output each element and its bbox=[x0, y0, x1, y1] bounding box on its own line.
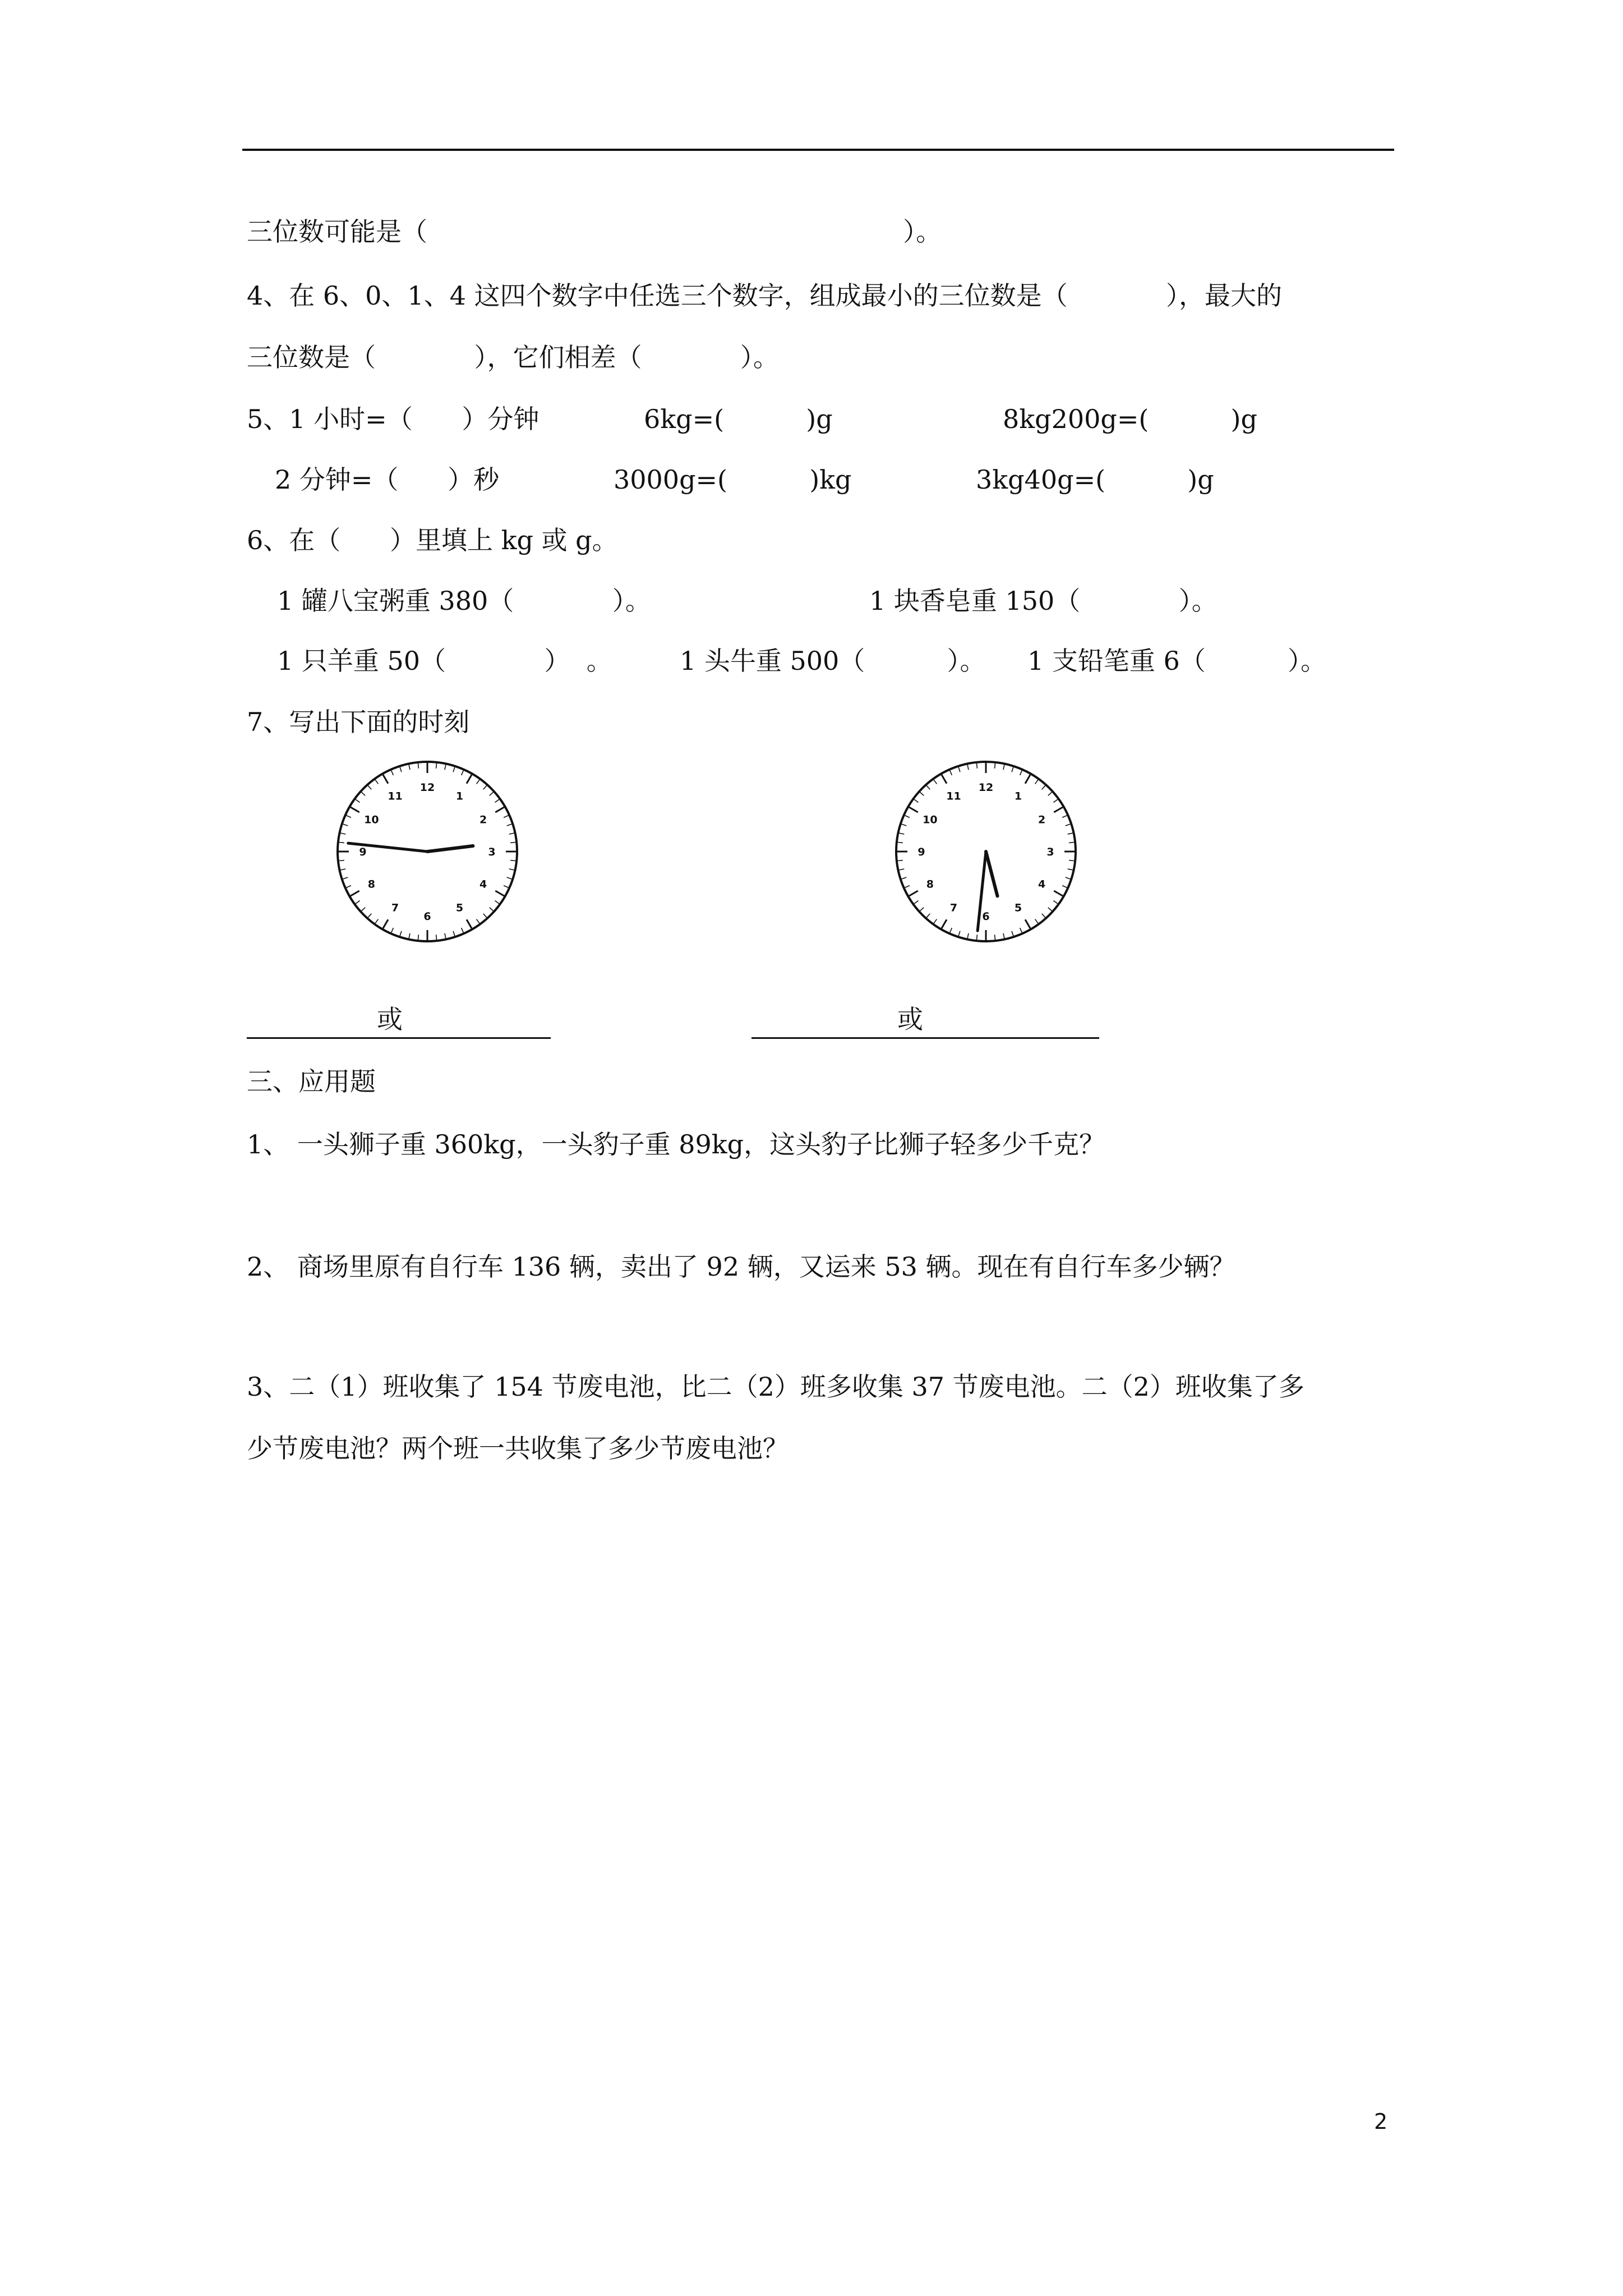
problem-3-line-2: 少节废电池？两个班一共收集了多少节废电池？ bbox=[247, 1433, 789, 1464]
q4-line-1: 4、在 6、0、1、4 这四个数字中任选三个数字，组成最小的三位数是（ ），最大的 bbox=[247, 280, 1283, 311]
q6-item-cow: 1 头牛重 500（ ）。 bbox=[680, 646, 986, 676]
clock-numeral: 4 bbox=[1038, 878, 1046, 891]
clock-numeral: 2 bbox=[1038, 813, 1046, 826]
clock-numeral: 1 bbox=[455, 790, 464, 803]
q6-item-pencil: 1 支铅笔重 6（ ）。 bbox=[1027, 646, 1326, 676]
answer-line-2 bbox=[751, 1037, 1099, 1039]
clock-numeral: 9 bbox=[917, 846, 925, 858]
minute-tick bbox=[510, 842, 515, 843]
clock-numeral: 8 bbox=[367, 878, 376, 891]
q7-title: 7、写出下面的时刻 bbox=[247, 707, 470, 737]
answer-or-1: 或 bbox=[377, 1004, 403, 1034]
minute-tick bbox=[1069, 842, 1074, 843]
answer-or-2: 或 bbox=[897, 1004, 923, 1034]
clock-numeral: 1 bbox=[1014, 790, 1022, 803]
page-number: 2 bbox=[1374, 2109, 1388, 2134]
clock-numeral: 11 bbox=[388, 790, 403, 803]
section-3-title: 三、应用题 bbox=[247, 1066, 376, 1097]
clock-numeral: 9 bbox=[359, 846, 367, 858]
clock-numeral: 4 bbox=[479, 878, 487, 891]
q5-kg-g-to-g: 8kg200g=( )g bbox=[1003, 404, 1257, 434]
q5-hour-to-minutes: 5、1 小时=（ ）分钟 bbox=[247, 404, 540, 434]
minute-tick bbox=[976, 763, 977, 769]
q6-item-soap: 1 块香皂重 150（ ）。 bbox=[869, 586, 1218, 616]
q3-continuation: 三位数可能是（ ）。 bbox=[247, 217, 942, 247]
q5-kg-g-to-g-2: 3kg40g=( )g bbox=[976, 464, 1214, 495]
clock-numeral: 8 bbox=[926, 878, 934, 891]
clock-numeral: 3 bbox=[488, 846, 496, 858]
header-rule bbox=[242, 149, 1394, 151]
clock-numeral: 12 bbox=[978, 781, 994, 794]
clock-numeral: 10 bbox=[923, 813, 938, 826]
minute-tick bbox=[976, 935, 977, 940]
clock-numeral: 5 bbox=[1014, 901, 1022, 914]
clock-numeral: 7 bbox=[391, 901, 399, 914]
answer-line-1 bbox=[247, 1037, 551, 1039]
clock-numeral: 12 bbox=[419, 781, 435, 794]
problem-3-line-1: 3、二（1）班收集了 154 节废电池，比二（2）班多收集 37 节废电池。二（2）班收集了多 bbox=[247, 1372, 1304, 1402]
minute-tick bbox=[436, 935, 437, 940]
clock-face-1 bbox=[328, 752, 527, 951]
minute-tick bbox=[339, 842, 344, 843]
q4-line-2: 三位数是（ ），它们相差（ ）。 bbox=[247, 342, 779, 372]
clock-numeral: 2 bbox=[479, 813, 487, 826]
q5-kg-to-g: 6kg=( )g bbox=[644, 404, 833, 434]
q6-item-sheep: 1 只羊重 50（ ） 。 bbox=[277, 646, 612, 676]
clock-numeral: 7 bbox=[949, 901, 958, 914]
clock-numeral: 6 bbox=[423, 910, 431, 923]
clock-numeral: 3 bbox=[1046, 846, 1054, 858]
q6-intro: 6、在（ ）里填上 kg 或 g。 bbox=[247, 525, 618, 555]
q5-g-to-kg: 3000g=( )kg bbox=[614, 464, 852, 495]
problem-1: 1、 一头狮子重 360kg，一头豹子重 89kg，这头豹子比狮子轻多少千克？ bbox=[247, 1129, 1105, 1159]
clock-numeral: 10 bbox=[364, 813, 379, 826]
problem-2: 2、 商场里原有自行车 136 辆，卖出了 92 辆，又运来 53 辆。现在有自行车多少辆？ bbox=[247, 1251, 1235, 1282]
clock-numeral: 6 bbox=[982, 910, 990, 923]
clock-face-2 bbox=[886, 752, 1086, 951]
minute-tick bbox=[898, 842, 903, 843]
minute-tick bbox=[436, 763, 437, 769]
clock-numeral: 5 bbox=[455, 901, 464, 914]
clock-numeral: 11 bbox=[946, 790, 961, 803]
q5-minutes-to-seconds: 2 分钟=（ ）秒 bbox=[275, 464, 500, 495]
q6-item-porridge: 1 罐八宝粥重 380（ ）。 bbox=[277, 586, 651, 616]
